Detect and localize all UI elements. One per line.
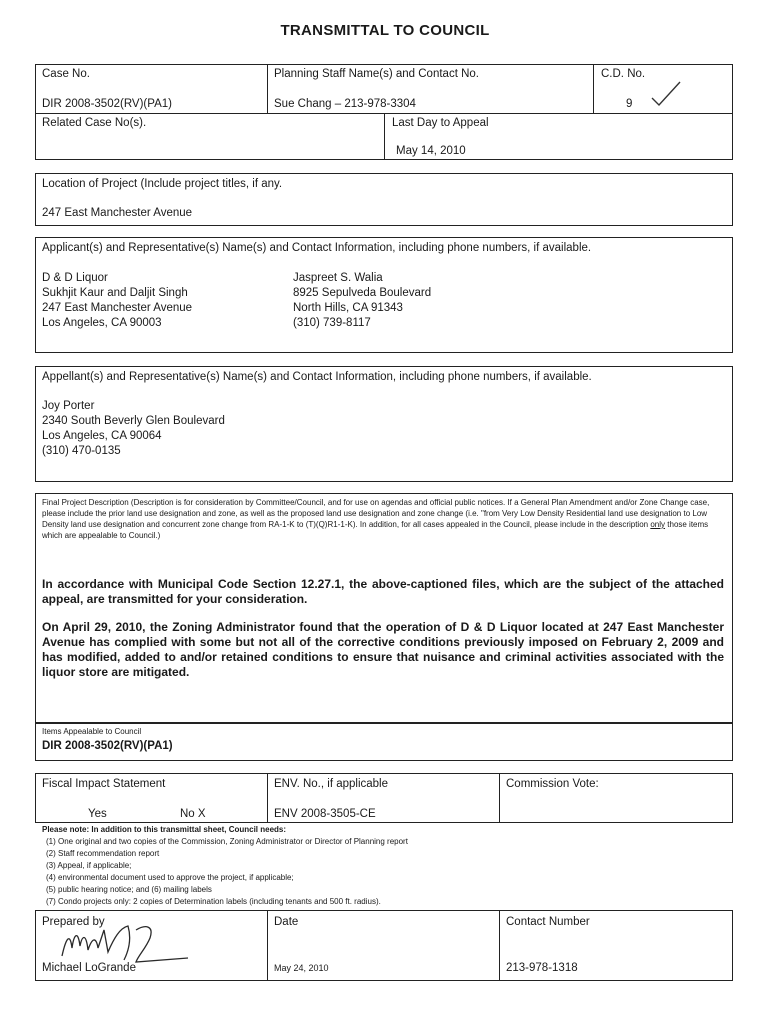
note-item: (5) public hearing notice; and (6) mailing labels (46, 885, 212, 894)
appellant-line: Los Angeles, CA 90064 (42, 430, 162, 442)
applicant-line: 247 East Manchester Avenue (42, 302, 193, 314)
applicant-line: Sukhjit Kaur and Daljit Singh (42, 287, 188, 299)
date-label: Date (274, 916, 299, 928)
staff-label: Planning Staff Name(s) and Contact No. (274, 68, 479, 80)
case-no-label: Case No. (42, 68, 90, 80)
instructions-text: Final Project Description (Description is for consideration by Committee/Council, and for use on agendas and official public notices. If a General Plan Amendment and/or Zone Change case, please include the prior land use designation and zone, as well as the proposed land use designation and zone change (i.e. "from Very Low Density Residential land use designation to Low Density land use designation and concurrent zone change from RA-1-K to (T)(Q)R1-1-K). In addition, for all cases appealed in the Council, please include in the description (42, 498, 710, 529)
instructions-text-end: those items which are appealable to Council.) (42, 520, 709, 540)
note-item: (1) One original and two copies of the Commission, Zoning Administrator or Director of Planning report (46, 837, 408, 846)
staff-contact: Sue Chang – 213-978-3304 (274, 98, 416, 110)
contact-number: 213-978-1318 (506, 962, 578, 974)
representative-line: 8925 Sepulveda Boulevard (293, 287, 432, 299)
representative-line: Jaspreet S. Walia (293, 272, 383, 284)
instructions-emphasis: only (650, 520, 666, 529)
applicant-line: D & D Liquor (42, 272, 108, 284)
description-paragraph: On April 29, 2010, the Zoning Administrator found that the operation of D & D Liquor located at 247 East Manchester Avenue has complied with some but not all of the corrective conditions previously imposed on February 2, 2009 and has modified, added to and/or retained conditions to ensure that nuisance and criminal activities associated with the liquor store are mitigated. (42, 620, 724, 679)
description-instructions (42, 497, 724, 541)
representative-line: (310) 739-8117 (293, 317, 371, 329)
fiscal-yes: Yes (88, 808, 107, 820)
note-heading: Please note: In addition to this transmittal sheet, Council needs: (42, 825, 287, 834)
prepared-label: Prepared by (42, 916, 105, 928)
location-value: 247 East Manchester Avenue (42, 207, 193, 219)
check-mark-icon (650, 80, 684, 108)
related-case-label: Related Case No(s). (42, 117, 147, 129)
fiscal-label: Fiscal Impact Statement (42, 778, 166, 790)
prepared-date: May 24, 2010 (274, 963, 329, 973)
appeal-date: May 14, 2010 (396, 145, 466, 157)
contact-label: Contact Number (506, 916, 590, 928)
env-number: ENV 2008-3505-CE (274, 808, 376, 820)
cd-label: C.D. No. (601, 68, 646, 80)
applicant-label: Applicant(s) and Representative(s) Name(s) and Contact Information, including phone numbers, if available. (42, 242, 592, 254)
cd-number: 9 (626, 98, 633, 110)
appellant-line: 2340 South Beverly Glen Boulevard (42, 415, 225, 427)
case-no: DIR 2008-3502(RV)(PA1) (42, 98, 172, 110)
env-label: ENV. No., if applicable (274, 778, 389, 790)
note-item: (4) environmental document used to approve the project, if applicable; (46, 873, 294, 882)
preparer-name: Michael LoGrande (42, 962, 136, 974)
commission-vote-label: Commission Vote: (506, 778, 599, 790)
description-paragraph: In accordance with Municipal Code Section 12.27.1, the above-captioned files, which are the subject of the attached appeal, are transmitted for your consideration. (42, 577, 724, 606)
appellant-line: (310) 470-0135 (42, 445, 121, 457)
appellant-line: Joy Porter (42, 400, 95, 412)
note-item: (2) Staff recommendation report (46, 849, 160, 858)
note-item: (7) Condo projects only: 2 copies of Determination labels (including tenants and 500 ft. radius). (46, 897, 381, 906)
appealable-value: DIR 2008-3502(RV)(PA1) (42, 740, 173, 752)
applicant-line: Los Angeles, CA 90003 (42, 317, 162, 329)
fiscal-no: No X (180, 808, 206, 820)
document-title: TRANSMITTAL TO COUNCIL (280, 22, 490, 39)
representative-line: North Hills, CA 91343 (293, 302, 403, 314)
note-item: (3) Appeal, if applicable; (46, 861, 132, 870)
appellant-label: Appellant(s) and Representative(s) Name(s) and Contact Information, including phone numbers, if available. (42, 371, 592, 383)
appeal-label: Last Day to Appeal (392, 117, 489, 129)
location-label: Location of Project (Include project titles, if any. (42, 178, 283, 190)
appealable-label: Items Appealable to Council (42, 727, 142, 736)
